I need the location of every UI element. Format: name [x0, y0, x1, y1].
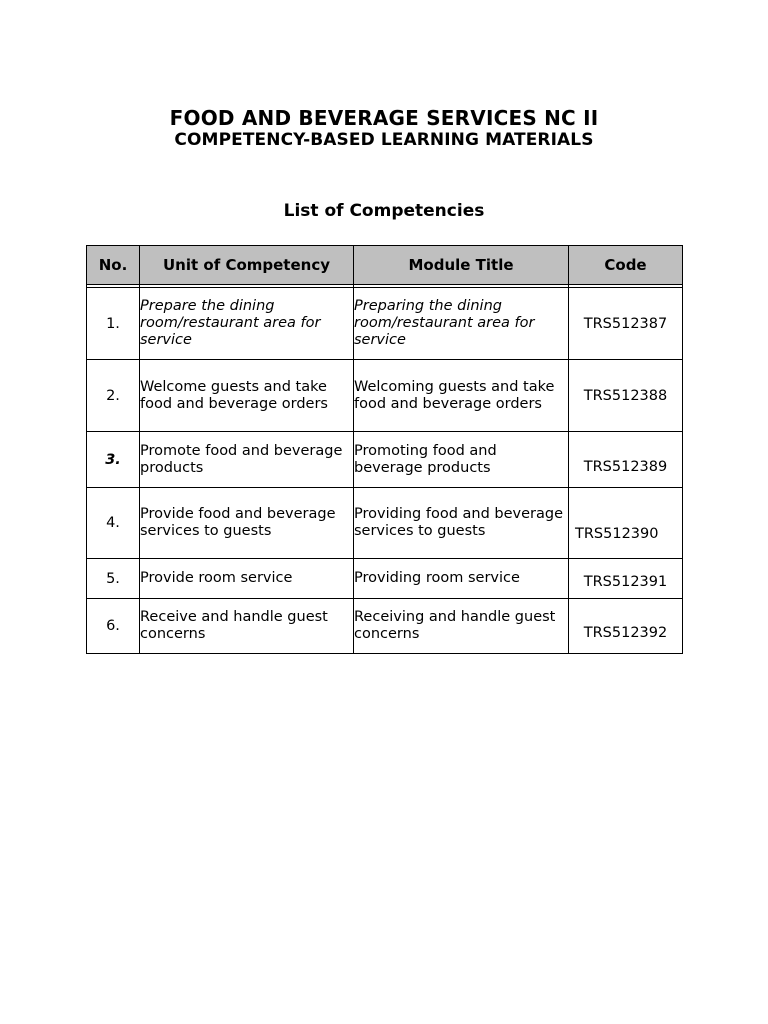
row-number: 1. [87, 288, 140, 360]
table-row [87, 559, 683, 599]
table-row [87, 288, 683, 360]
module-title: Providing food and beverage services to guests [354, 488, 569, 559]
row-number: 3. [87, 432, 140, 488]
unit-of-competency: Provide food and beverage services to guests [140, 488, 354, 559]
competency-code: TRS512391 [569, 559, 683, 599]
module-title: Providing room service [354, 559, 569, 599]
row-number: 5. [87, 559, 140, 599]
table-row [87, 599, 683, 654]
table-row [87, 432, 683, 488]
column-header-module: Module Title [354, 246, 569, 285]
table-header-row [87, 246, 683, 285]
document-subtitle: COMPETENCY-BASED LEARNING MATERIALS [174, 130, 594, 150]
row-number: 4. [87, 488, 140, 559]
table-row [87, 360, 683, 432]
unit-of-competency: Promote food and beverage products [140, 432, 354, 488]
module-title: Promoting food and beverage products [354, 432, 569, 488]
unit-of-competency: Receive and handle guest concerns [140, 599, 354, 654]
module-title: Preparing the dining room/restaurant area for service [354, 288, 569, 360]
competency-table [86, 245, 683, 654]
competency-code: TRS512390 [569, 488, 683, 559]
document-title: FOOD AND BEVERAGE SERVICES NC II [169, 106, 599, 130]
unit-of-competency: Provide room service [140, 559, 354, 599]
module-title: Receiving and handle guest concerns [354, 599, 569, 654]
table-row [87, 488, 683, 559]
row-number: 2. [87, 360, 140, 432]
module-title: Welcoming guests and take food and beverage orders [354, 360, 569, 432]
competency-code: TRS512392 [569, 599, 683, 654]
competency-code: TRS512389 [569, 432, 683, 488]
unit-of-competency: Welcome guests and take food and beverage orders [140, 360, 354, 432]
competency-code: TRS512388 [569, 360, 683, 432]
section-title: List of Competencies [283, 201, 485, 221]
column-header-unit: Unit of Competency [140, 246, 354, 285]
column-header-no: No. [87, 246, 140, 285]
column-header-code: Code [569, 246, 683, 285]
competency-code: TRS512387 [569, 288, 683, 360]
unit-of-competency: Prepare the dining room/restaurant area for service [140, 288, 354, 360]
row-number: 6. [87, 599, 140, 654]
